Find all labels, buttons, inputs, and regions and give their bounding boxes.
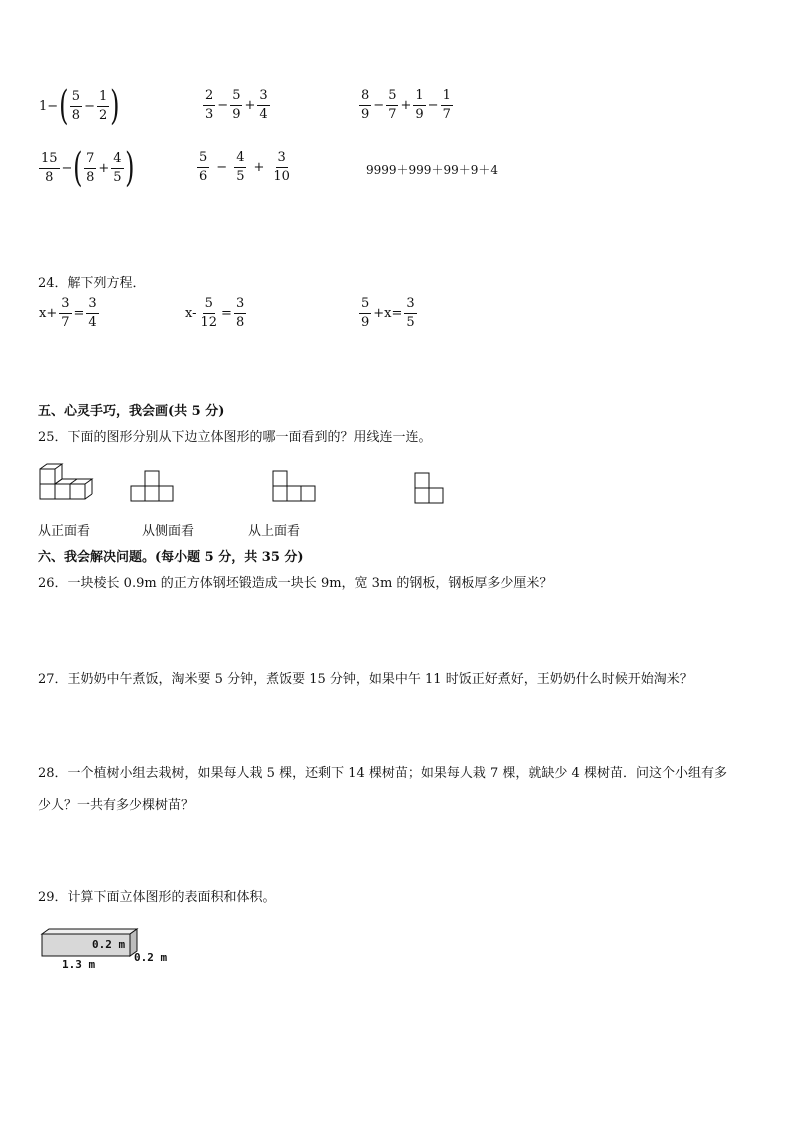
equation-prefix: x- [185,306,197,321]
equation-3 [358,296,418,331]
equals-sign: = [221,306,232,321]
q26-text: 26．一块棱长 0.9m 的正方体钢坯锻造成一块长 9m，宽 3m 的钢板，钢板厚多少厘米？ [38,576,553,591]
section-6-heading: 六、我会解决问题。(每小题 5 分，共 35 分) [38,550,304,565]
fraction: $\frac{3}{7}$ [61,296,70,330]
fraction: $\frac{2}{3}$ [205,88,214,122]
operator: − [217,98,229,113]
equation-prefix: x+ [39,306,58,321]
calc-expr-6: 9999＋999＋99＋9＋4 [366,163,498,177]
fraction: $\frac{3}{8}$ [235,296,245,330]
expr-lead: 1− [39,98,59,114]
prism-length-label: 1.3 m [62,958,96,971]
q28-text-line1: 28．一个植树小组去栽树，如果每人栽 5 棵，还剩下 14 棵树苗；如果每人栽 7 棵，就缺少 4 棵树苗．问这个小组有多 [38,766,727,781]
equation-middle: +x= [373,306,403,321]
q29-text: 29．计算下面立体图形的表面积和体积。 [38,890,276,905]
label-side-view: 从侧面看 [142,524,195,539]
operator: + [400,98,412,113]
fraction: $\frac{1}{9}$ [415,88,424,122]
fraction: $\frac{5}{7}$ [388,88,397,122]
prism-width-label: 0.2 m [134,951,168,964]
fraction: $\frac{5}{9}$ [361,296,370,330]
fraction: $\frac{3}{10}$ [273,150,290,184]
q28-text-line2: 少人？一共有多少棵树苗？ [38,798,195,813]
fraction: $\frac{3}{5}$ [406,296,415,330]
fraction: $\frac{7}{8}$ [86,150,95,185]
section-5-heading: 五、心灵手巧，我会画(共 5 分) [38,404,225,419]
q25-text: 25．下面的图形分别从下边立体图形的哪一面看到的？用线连一连。 [38,430,432,445]
calc-expr-4 [38,145,135,191]
operator: + [253,160,265,175]
fraction: $\frac{15}{8}$ [41,150,58,185]
fraction: $\frac{5}{9}$ [232,88,241,122]
view-figure-side [414,471,448,507]
fraction: $\frac{5}{8}$ [71,88,81,123]
operator: − [216,160,228,175]
q27-text: 27．王奶奶中午煮饭，淘米要 5 分钟，煮饭要 15 分钟，如果中午 11 时饭正好煮好，王奶奶什么时候开始淘米？ [38,672,693,687]
q24-title: 24．解下列方程． [38,276,146,291]
calc-expr-5 [196,150,293,185]
calc-expr-1 [38,83,120,129]
fraction: $\frac{1}{2}$ [98,88,108,123]
left-paren: ( [59,83,69,129]
operator: + [244,98,256,113]
fraction: $\frac{4}{5}$ [113,150,122,185]
operator: − [373,98,385,113]
view-figure-front [130,469,178,503]
view-figure-top [272,469,320,503]
equals-sign: = [73,306,85,321]
label-front-view: 从正面看 [38,524,91,539]
fraction: $\frac{8}{9}$ [361,88,370,122]
fraction: $\frac{5}{12}$ [200,296,218,330]
equation-2 [184,296,247,331]
operator: − [84,98,95,114]
fraction: $\frac{5}{6}$ [199,150,208,184]
operator: − [61,160,73,176]
right-paren: ) [110,83,120,129]
label-top-view: 从上面看 [248,524,301,539]
fraction: $\frac{1}{7}$ [442,88,451,122]
prism-front-height-label: 0.2 m [92,938,126,951]
cube-stack-figure [38,462,102,504]
fraction: $\frac{4}{5}$ [236,150,245,184]
calc-expr-2 [202,88,271,123]
left-paren: ( [73,145,83,191]
operator: + [98,160,110,176]
equation-1 [38,296,100,331]
calc-expr-3 [358,88,454,123]
fraction: $\frac{3}{4}$ [88,296,97,330]
fraction: $\frac{3}{4}$ [259,88,268,122]
right-paren: ) [124,145,135,191]
operator: − [427,98,439,113]
